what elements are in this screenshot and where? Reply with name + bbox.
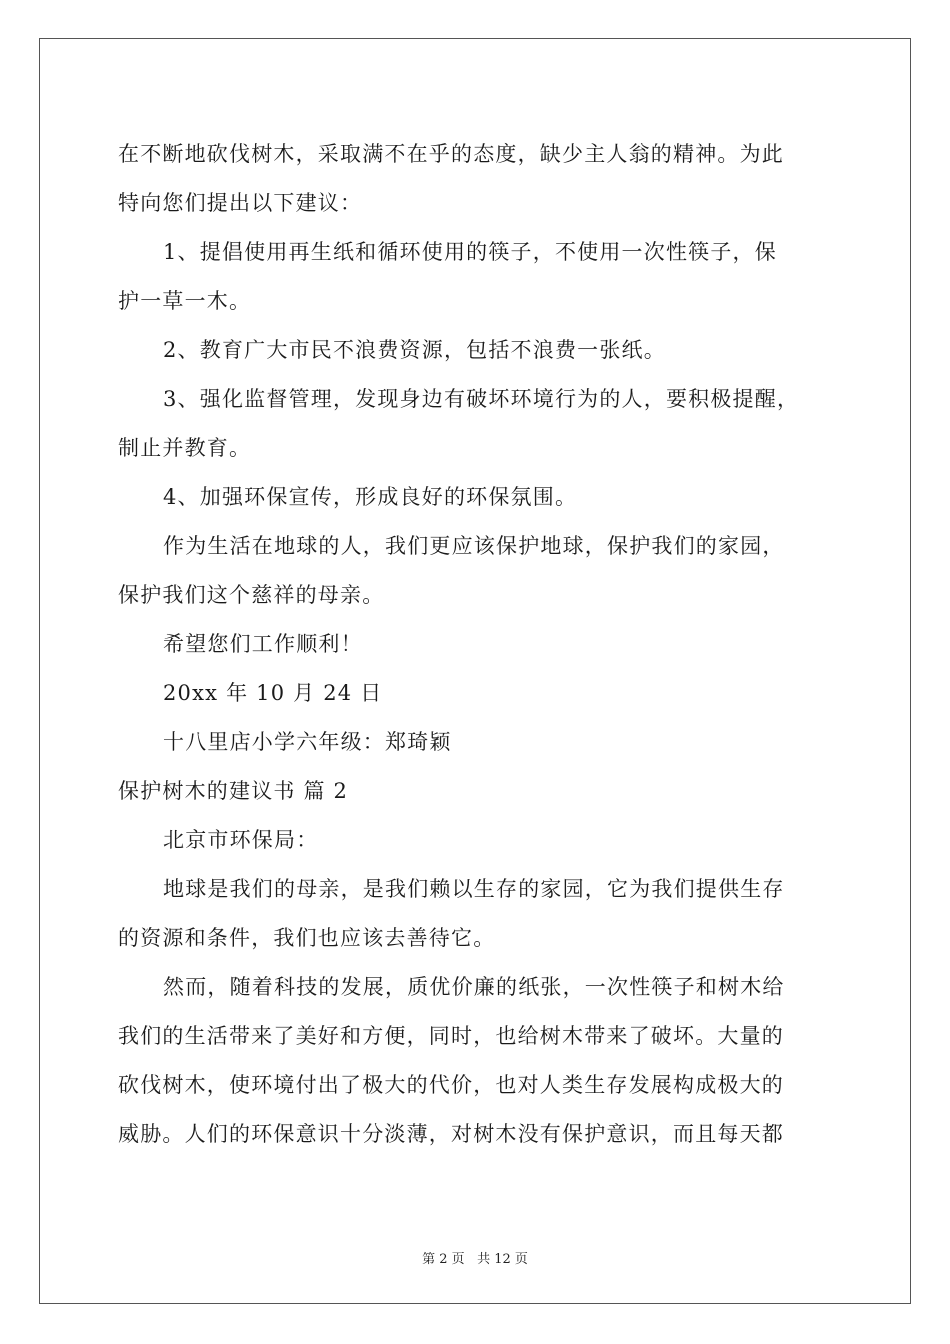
page-footer xyxy=(0,1248,950,1267)
text-line: 保护树木的建议书 篇 2 xyxy=(118,779,349,803)
text-line: 作为生活在地球的人，我们更应该保护地球，保护我们的家园， xyxy=(163,534,785,558)
text-line: 护一草一木。 xyxy=(118,289,252,313)
text-line: 砍伐树木，使环境付出了极大的代价，也对人类生存发展构成极大的 xyxy=(118,1073,784,1097)
text-line: 制止并教育。 xyxy=(118,436,252,460)
text-line: 保护我们这个慈祥的母亲。 xyxy=(118,583,385,607)
text-line: 2、教育广大市民不浪费资源，包括不浪费一张纸。 xyxy=(163,338,666,362)
document-body xyxy=(118,130,838,1159)
page-number: 第 2 页 xyxy=(422,1252,465,1267)
text-line: 我们的生活带来了美好和方便，同时，也给树木带来了破坏。大量的 xyxy=(118,1024,784,1048)
text-line: 十八里店小学六年级：郑琦颖 xyxy=(163,730,452,754)
text-line: 在不断地砍伐树木，采取满不在乎的态度，缺少主人翁的精神。为此 xyxy=(118,142,784,166)
page-total: 共 12 页 xyxy=(477,1252,528,1267)
text-line: 1、提倡使用再生纸和循环使用的筷子，不使用一次性筷子，保 xyxy=(163,240,777,264)
text-line: 地球是我们的母亲，是我们赖以生存的家园，它为我们提供生存 xyxy=(163,877,785,901)
text-line: 威胁。人们的环保意识十分淡薄，对树木没有保护意识，而且每天都 xyxy=(118,1122,784,1146)
text-line: 然而，随着科技的发展，质优价廉的纸张，一次性筷子和树木给 xyxy=(163,975,785,999)
text-line: 3、强化监督管理，发现身边有破坏环境行为的人，要积极提醒， xyxy=(163,387,800,411)
text-line: 北京市环保局： xyxy=(163,828,319,852)
text-line: 4、加强环保宣传，形成良好的环保氛围。 xyxy=(163,485,578,509)
text-line: 20xx 年 10 月 24 日 xyxy=(163,681,383,705)
text-line: 特向您们提出以下建议： xyxy=(118,191,363,215)
text-line: 希望您们工作顺利！ xyxy=(163,632,363,656)
text-line: 的资源和条件，我们也应该去善待它。 xyxy=(118,926,496,950)
